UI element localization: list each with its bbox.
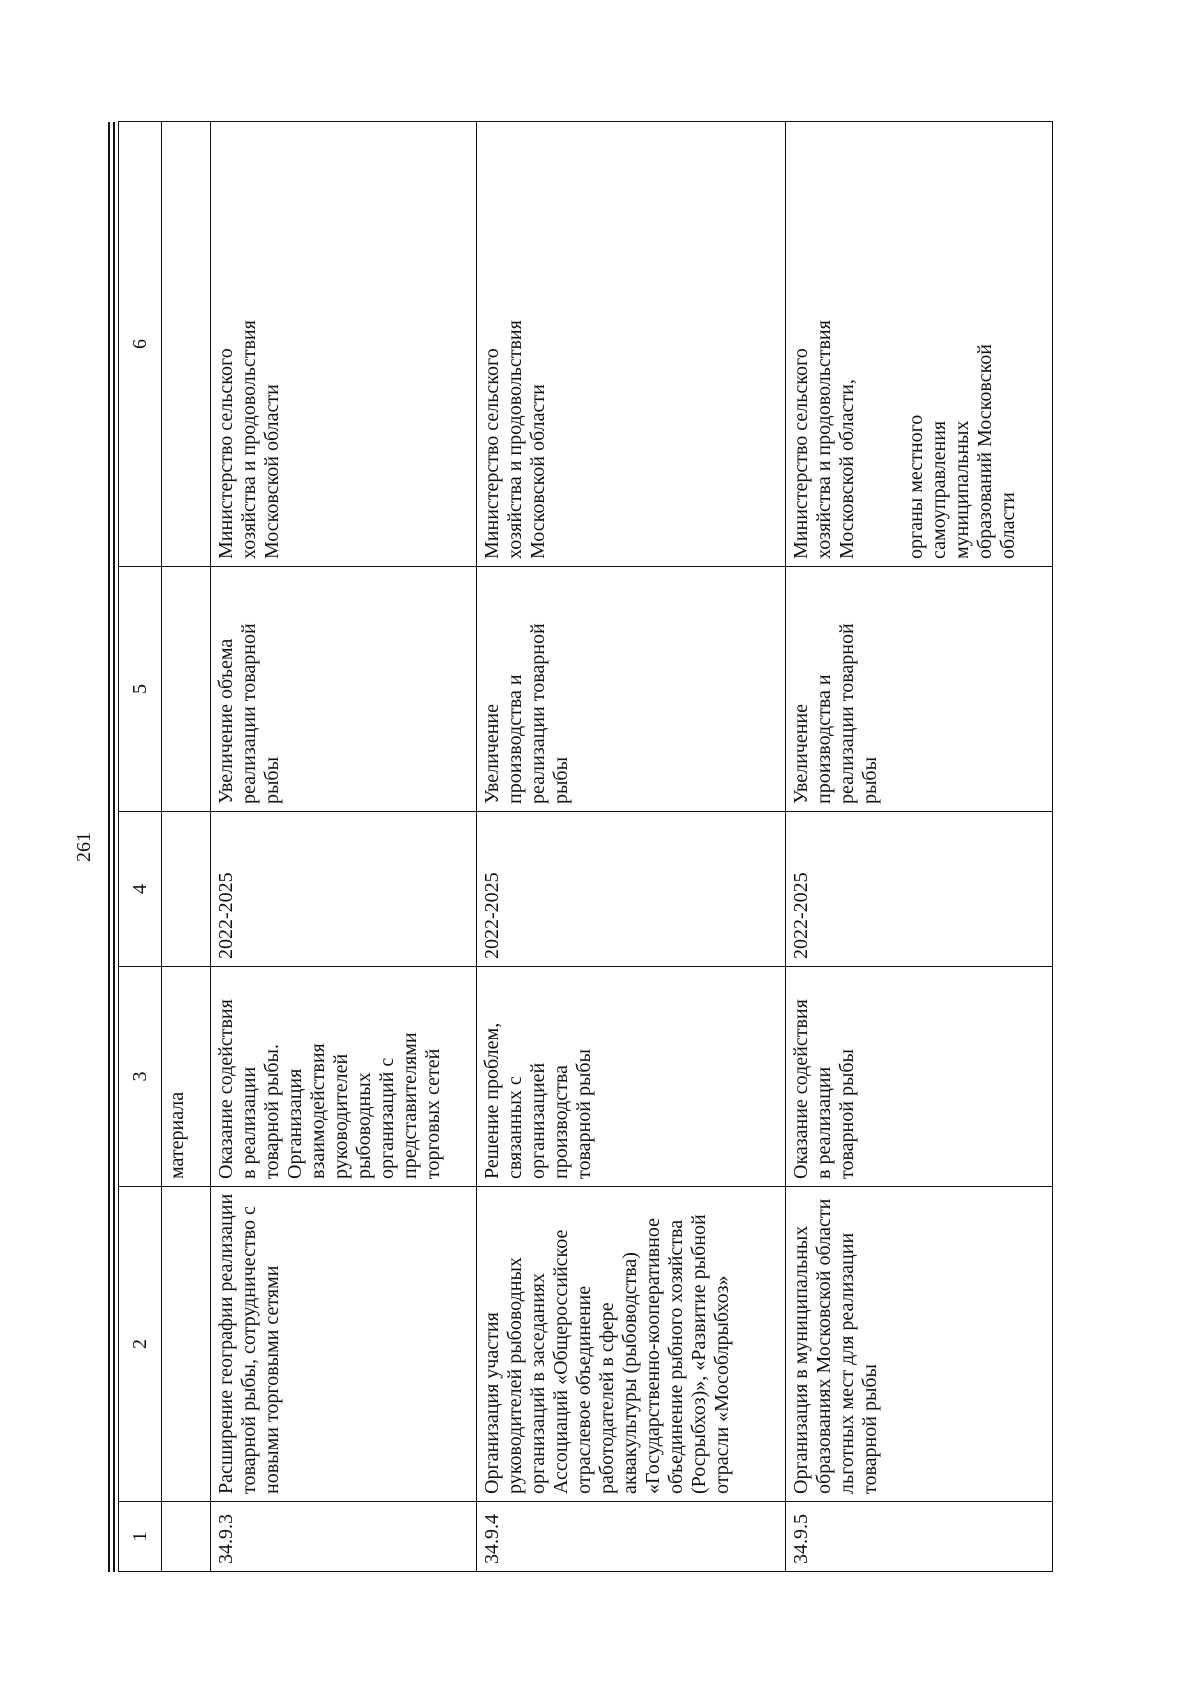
header-col-1: 1 <box>119 1502 162 1572</box>
row-number: 34.9.4 <box>477 1502 786 1572</box>
result-cell: Увеличение производства и реализации товарной рыбы <box>477 567 786 812</box>
period-cell: 2022-2025 <box>477 812 786 967</box>
result-cell: Увеличение объема реализации товарной рыбы <box>211 567 477 812</box>
period-cell: 2022-2025 <box>786 812 1053 967</box>
row-number: 34.9.3 <box>211 1502 477 1572</box>
table-row <box>786 122 1053 1572</box>
actions-cell: Оказание содействия в реализации товарной рыбы <box>786 967 1053 1187</box>
actions-cell: Оказание содействия в реализации товарной рыбы. Организация взаимодействия руководителей рыбоводных организаций с представителями торговых сетей <box>211 967 477 1187</box>
event-cell: Организация в муниципальных образованиях Московской области льготных мест для реализации товарной рыбы <box>786 1187 1053 1502</box>
executor-cell: Министерство сельского хозяйства и продовольствия Московской области, органы местного самоуправления муниципальных образований Московской области <box>786 122 1053 567</box>
executor-cell: Министерство сельского хозяйства и продовольствия Московской области <box>211 122 477 567</box>
result-cell: Увеличение производства и реализации товарной рыбы <box>786 567 1053 812</box>
row-number: 34.9.5 <box>786 1502 1053 1572</box>
table-row <box>477 122 786 1572</box>
executor-cell: Министерство сельского хозяйства и продовольствия Московской области <box>477 122 786 567</box>
header-col-2: 2 <box>119 1187 162 1502</box>
event-cell: Организация участия руководителей рыбоводных организаций в заседаниях Ассоциаций «Общероссийское отраслевое объединение работодателей в сфере аквакультуры (рыбоводства) «Государственно-кооперативное объединение рыбного хозяйства (Росрыбхоз)», «Развитие рыбной отрасли «Мособлрыбхоз» <box>477 1187 786 1502</box>
period-cell: 2022-2025 <box>211 812 477 967</box>
header-col-4: 4 <box>119 812 162 967</box>
actions-cell: Решение проблем, связанных с организацией производства товарной рыбы <box>477 967 786 1187</box>
header-col-3: 3 <box>119 967 162 1187</box>
header-col-5: 5 <box>119 567 162 812</box>
event-cell: Расширение географии реализации товарной рыбы, сотрудничество с новыми торговыми сетями <box>211 1187 477 1502</box>
top-rule <box>108 122 110 1572</box>
activities-table <box>118 121 1053 1572</box>
table-row <box>211 122 477 1572</box>
header-row <box>119 122 162 1572</box>
continuation-row <box>162 122 211 1572</box>
top-rule-2 <box>113 122 115 1572</box>
page-number: 261 <box>73 832 95 862</box>
header-col-6: 6 <box>119 122 162 567</box>
continuation-text: материала <box>162 967 211 1187</box>
